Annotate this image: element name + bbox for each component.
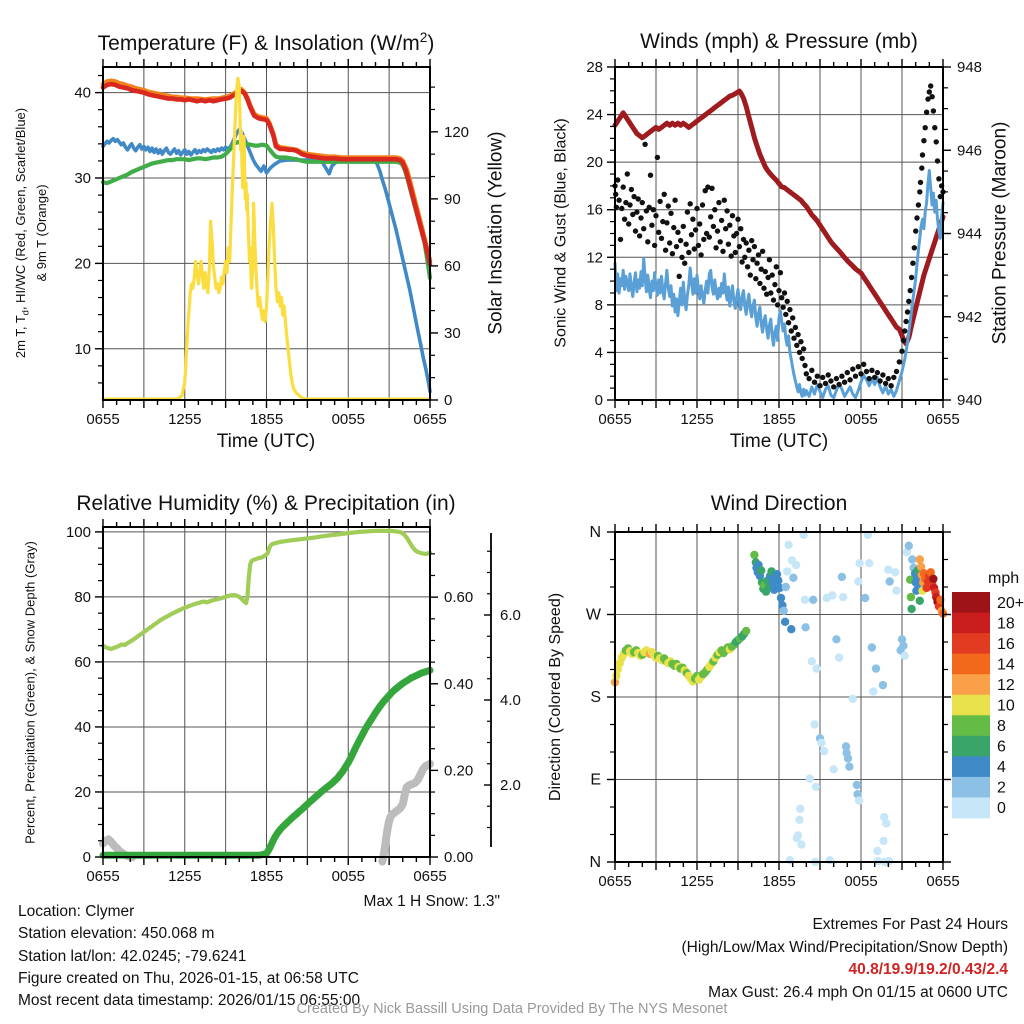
svg-text:946: 946 bbox=[957, 142, 983, 160]
winds-xaxis-label: Time (UTC) bbox=[729, 431, 829, 452]
svg-text:120: 120 bbox=[444, 123, 470, 141]
temperature-yaxis-right-label: Solar Insolation (Yellow) bbox=[485, 131, 507, 335]
max-gust: Max Gust: 26.4 mph On 01/15 at 0600 UTC bbox=[708, 983, 1008, 1001]
svg-text:0055: 0055 bbox=[844, 411, 878, 428]
figure-created: Figure created on Thu, 2026-01-15, at 06:58 UTC bbox=[18, 969, 359, 987]
svg-text:30: 30 bbox=[444, 324, 461, 342]
svg-text:8: 8 bbox=[594, 296, 603, 314]
svg-text:E: E bbox=[590, 771, 601, 789]
svg-text:1255: 1255 bbox=[680, 873, 714, 890]
temperature-yaxis-left-label: 2m T, $T_d$, HI/WC (Red, Green, Scarlet/Blue) & 9m T (Orange) bbox=[13, 107, 49, 359]
svg-text:0055: 0055 bbox=[331, 411, 365, 428]
svg-text:16: 16 bbox=[586, 201, 603, 219]
humidity-panel-title: Relative Humidity (%) & Precipitation (in) bbox=[76, 492, 456, 515]
svg-text:20: 20 bbox=[586, 154, 603, 172]
svg-text:4.0: 4.0 bbox=[500, 692, 521, 709]
winds-chart bbox=[586, 59, 982, 428]
wind-direction-yaxis-label: Direction (Colored By Speed) bbox=[547, 592, 564, 802]
max-snow-annotation: Max 1 H Snow: 1.3" bbox=[363, 893, 500, 910]
svg-text:2: 2 bbox=[997, 779, 1006, 797]
svg-text:0655: 0655 bbox=[86, 868, 120, 885]
svg-text:40: 40 bbox=[74, 84, 91, 102]
svg-text:940: 940 bbox=[957, 392, 983, 409]
station-elevation: Station elevation: 450.068 m bbox=[18, 925, 215, 943]
svg-text:0: 0 bbox=[82, 849, 91, 866]
colorbar bbox=[952, 592, 1024, 819]
svg-text:0.00: 0.00 bbox=[444, 849, 474, 866]
svg-text:16: 16 bbox=[997, 635, 1015, 653]
svg-text:0655: 0655 bbox=[413, 868, 447, 885]
svg-text:0655: 0655 bbox=[413, 411, 447, 428]
svg-text:14: 14 bbox=[997, 656, 1015, 674]
station-info bbox=[18, 901, 360, 1012]
svg-text:0655: 0655 bbox=[598, 411, 632, 428]
wind-direction-chart bbox=[586, 524, 960, 890]
colorbar-title: mph bbox=[988, 570, 1020, 587]
svg-text:1855: 1855 bbox=[762, 411, 796, 428]
svg-text:10: 10 bbox=[74, 340, 91, 358]
temperature-panel-title: Temperature (F) & Insolation $(W/m^2)$ bbox=[97, 30, 435, 55]
svg-text:40: 40 bbox=[74, 718, 91, 736]
humidity-yaxis-left-label: Percent, Precipitation (Green), & Snow Depth (Gray) bbox=[22, 541, 38, 844]
svg-text:0.40: 0.40 bbox=[444, 675, 474, 693]
svg-text:18: 18 bbox=[997, 615, 1015, 633]
svg-text:W: W bbox=[585, 606, 601, 624]
svg-text:1255: 1255 bbox=[168, 411, 202, 428]
extremes-subtitle: (High/Low/Max Wind/Precipitation/Snow Depth) bbox=[681, 938, 1008, 956]
svg-text:60: 60 bbox=[444, 257, 461, 275]
svg-text:28: 28 bbox=[586, 59, 603, 76]
credit-line: Created By Nick Bassill Using Data Provided By The NYS Mesonet bbox=[296, 1001, 728, 1017]
svg-text:0055: 0055 bbox=[331, 868, 365, 885]
extremes-values: 40.8/19.9/19.2/0.43/2.4 bbox=[848, 961, 1008, 979]
extremes-block bbox=[500, 914, 1008, 1004]
svg-text:N: N bbox=[589, 854, 601, 871]
svg-text:1855: 1855 bbox=[249, 868, 284, 885]
svg-text:0: 0 bbox=[444, 392, 453, 409]
svg-text:4: 4 bbox=[594, 344, 603, 362]
svg-text:0: 0 bbox=[594, 392, 603, 409]
winds-yaxis-right-label: Station Pressure (Maroon) bbox=[989, 121, 1011, 345]
svg-text:948: 948 bbox=[957, 59, 983, 76]
winds-panel-title: Winds (mph) & Pressure (mb) bbox=[640, 30, 918, 53]
svg-text:1855: 1855 bbox=[249, 411, 284, 428]
svg-text:S: S bbox=[590, 689, 601, 706]
svg-text:0: 0 bbox=[997, 800, 1006, 818]
svg-text:0655: 0655 bbox=[598, 873, 632, 890]
svg-text:N: N bbox=[589, 524, 601, 541]
temperature-chart bbox=[74, 59, 469, 428]
svg-text:0655: 0655 bbox=[926, 873, 960, 890]
wind-direction-panel-title: Wind Direction bbox=[710, 492, 848, 515]
svg-text:0055: 0055 bbox=[844, 873, 878, 890]
svg-text:1855: 1855 bbox=[762, 873, 796, 890]
humidity-chart bbox=[66, 519, 521, 885]
svg-text:80: 80 bbox=[74, 588, 91, 606]
svg-text:4: 4 bbox=[997, 759, 1006, 777]
svg-text:6: 6 bbox=[997, 738, 1006, 756]
svg-text:20: 20 bbox=[74, 783, 91, 801]
svg-text:10: 10 bbox=[997, 697, 1015, 715]
svg-text:0655: 0655 bbox=[926, 411, 960, 428]
svg-text:100: 100 bbox=[65, 523, 91, 541]
extremes-title: Extremes For Past 24 Hours bbox=[812, 916, 1008, 933]
svg-text:30: 30 bbox=[74, 170, 91, 187]
temperature-xaxis-label: Time (UTC) bbox=[216, 431, 316, 452]
svg-text:60: 60 bbox=[74, 653, 91, 671]
svg-text:90: 90 bbox=[444, 190, 461, 208]
svg-text:20: 20 bbox=[74, 255, 91, 273]
station-latlon: Station lat/lon: 42.0245; -79.6241 bbox=[18, 947, 247, 965]
svg-text:20+: 20+ bbox=[997, 594, 1024, 612]
svg-text:2.0: 2.0 bbox=[500, 777, 521, 794]
svg-text:8: 8 bbox=[997, 718, 1006, 736]
winds-yaxis-left-label: Sonic Wind & Gust (Blue, Black) bbox=[552, 118, 570, 348]
svg-text:6.0: 6.0 bbox=[500, 607, 521, 624]
station-location: Location: Clymer bbox=[18, 903, 135, 920]
svg-text:12: 12 bbox=[997, 676, 1015, 694]
svg-text:24: 24 bbox=[586, 106, 603, 124]
svg-text:942: 942 bbox=[957, 308, 983, 326]
svg-text:944: 944 bbox=[957, 225, 983, 243]
svg-text:1255: 1255 bbox=[168, 868, 202, 885]
data-timestamp: Most recent data timestamp: 2026/01/15 06:55:00 bbox=[18, 992, 361, 1010]
svg-text:1255: 1255 bbox=[680, 411, 714, 428]
svg-text:12: 12 bbox=[586, 249, 603, 267]
svg-text:0655: 0655 bbox=[86, 411, 120, 428]
svg-text:0.20: 0.20 bbox=[444, 762, 474, 780]
svg-text:0.60: 0.60 bbox=[444, 589, 474, 607]
